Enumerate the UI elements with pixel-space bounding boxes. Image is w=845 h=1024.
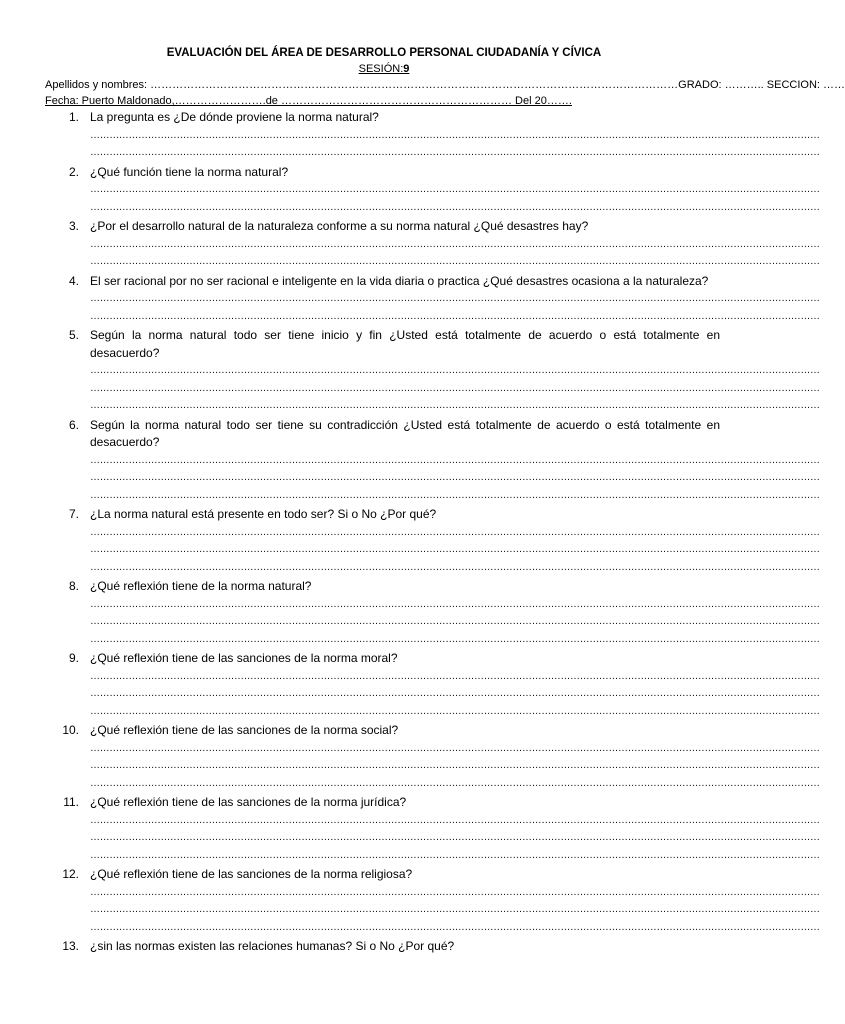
session-number: 9 — [403, 63, 410, 75]
answer-line[interactable]: ………………………………………………………………………………………………………………………………………………………………………………………………………… — [90, 616, 820, 627]
answer-line[interactable]: ………………………………………………………………………………………………………………………………………………………………………………………………………… — [90, 489, 820, 501]
question-number: 7. — [68, 507, 79, 521]
answer-line[interactable]: ………………………………………………………………………………………………………………………………………………………………………………………………………… — [90, 454, 820, 466]
question-item — [0, 938, 768, 956]
question-text: Según la norma natural todo ser tiene inicio y fin ¿Usted está totalmente de acuerdo o está totalmente en desacuerdo? — [90, 328, 720, 360]
question-number: 2. — [68, 164, 79, 179]
document-title: EVALUACIÓN DEL ÁREA DE DESARROLLO PERSONAL CIUDADANÍA Y CÍVICA — [166, 47, 602, 59]
question-row — [0, 794, 768, 812]
question-row — [0, 938, 768, 956]
question-text: ¿Qué función tiene la norma natural? — [90, 164, 289, 179]
answer-line[interactable]: ………………………………………………………………………………………………………………………………………………………………………………………………………… — [90, 238, 820, 250]
answer-line[interactable]: ………………………………………………………………………………………………………………………………………………………………………………………………………… — [90, 201, 820, 213]
question-text: La pregunta es ¿De dónde proviene la norma natural? — [90, 110, 379, 124]
question-number: 11. — [63, 795, 79, 809]
question-item — [0, 794, 820, 864]
question-item — [0, 722, 820, 792]
question-row — [0, 866, 768, 884]
answer-line[interactable]: ………………………………………………………………………………………………………………………………………………………………………………………………………… — [90, 633, 820, 645]
question-item — [0, 650, 820, 720]
answer-line[interactable]: ………………………………………………………………………………………………………………………………………………………………………………………………………… — [90, 670, 820, 682]
answer-line[interactable]: ………………………………………………………………………………………………………………………………………………………………………………………………………… — [90, 544, 820, 555]
question-text: ¿Qué reflexión tiene de las sanciones de la norma religiosa? — [90, 867, 413, 881]
question-row — [0, 109, 768, 127]
question-text: El ser racional por no ser racional e inteligente en la vida diaria o practica ¿Qué desastres ocasiona a la naturaleza? — [90, 273, 709, 288]
answer-line[interactable]: ………………………………………………………………………………………………………………………………………………………………………………………………………… — [90, 365, 820, 376]
question-item — [0, 164, 820, 217]
question-item — [0, 273, 820, 326]
answer-line[interactable]: ………………………………………………………………………………………………………………………………………………………………………………………………………… — [90, 814, 820, 826]
question-number: 6. — [68, 417, 79, 432]
question-row — [0, 273, 768, 291]
question-number: 4. — [68, 273, 79, 288]
question-row — [0, 506, 768, 524]
question-text: ¿Qué reflexión tiene de las sanciones de la norma moral? — [90, 651, 398, 665]
question-row — [0, 650, 768, 668]
question-number: 8. — [68, 579, 79, 593]
question-item — [0, 218, 820, 271]
answer-line[interactable]: ………………………………………………………………………………………………………………………………………………………………………………………………………… — [90, 256, 820, 267]
question-number: 9. — [68, 651, 79, 665]
question-number: 5. — [68, 328, 79, 342]
answer-line[interactable]: ………………………………………………………………………………………………………………………………………………………………………………………………………… — [90, 742, 820, 754]
answer-line[interactable]: ………………………………………………………………………………………………………………………………………………………………………………………………………… — [90, 849, 820, 861]
answer-line[interactable]: ………………………………………………………………………………………………………………………………………………………………………………………………………… — [90, 777, 820, 789]
answer-line[interactable]: ………………………………………………………………………………………………………………………………………………………………………………………………………… — [90, 904, 820, 915]
answer-line[interactable]: ………………………………………………………………………………………………………………………………………………………………………………………………………… — [90, 921, 820, 933]
question-row — [0, 578, 768, 596]
question-item — [0, 327, 820, 415]
answer-line[interactable]: ………………………………………………………………………………………………………………………………………………………………………………………………………… — [90, 310, 820, 322]
question-text: ¿Qué reflexión tiene de las sanciones de la norma social? — [90, 723, 399, 737]
question-item — [0, 866, 820, 936]
date-line: Fecha: Puerto Maldonado,…………………….de ……………………………………………………… Del 20……. — [45, 95, 572, 107]
question-text: ¿Por el desarrollo natural de la naturaleza conforme a su norma natural ¿Qué desastres hay? — [90, 219, 589, 233]
question-text: ¿Qué reflexión tiene de la norma natural? — [90, 579, 312, 593]
question-item — [0, 578, 820, 648]
question-row — [0, 722, 768, 740]
question-number: 12. — [62, 867, 79, 881]
answer-line[interactable]: ………………………………………………………………………………………………………………………………………………………………………………………………………… — [90, 705, 820, 717]
question-row — [0, 327, 768, 362]
answer-line[interactable]: ………………………………………………………………………………………………………………………………………………………………………………………………………… — [90, 472, 820, 483]
question-text: Según la norma natural todo ser tiene su contradicción ¿Usted está totalmente de acuerdo o está totalmente en desacuerdo? — [90, 417, 720, 449]
question-number: 10. — [62, 723, 79, 737]
question-item — [0, 506, 820, 576]
answer-line[interactable]: ………………………………………………………………………………………………………………………………………………………………………………………………………… — [90, 832, 820, 843]
answer-line[interactable]: ………………………………………………………………………………………………………………………………………………………………………………………………………… — [90, 598, 820, 610]
question-text: ¿sin las normas existen las relaciones humanas? Si o No ¿Por qué? — [90, 939, 455, 953]
question-text: ¿La norma natural está presente en todo ser? Si o No ¿Por qué? — [90, 507, 437, 521]
question-number: 1. — [68, 110, 79, 124]
student-name-line: Apellidos y nombres: ………………………………………………………………………………………………………………………………GRADO: ……….. SECCION: …… — [45, 79, 845, 91]
question-number: 13. — [62, 939, 79, 953]
answer-line[interactable]: ………………………………………………………………………………………………………………………………………………………………………………………………………… — [90, 184, 820, 195]
answer-line[interactable]: ………………………………………………………………………………………………………………………………………………………………………………………………………… — [90, 147, 820, 158]
answer-line[interactable]: ………………………………………………………………………………………………………………………………………………………………………………………………………… — [90, 561, 820, 573]
question-number: 3. — [68, 219, 79, 233]
question-row — [0, 218, 768, 236]
question-item — [0, 417, 820, 505]
answer-line[interactable]: ………………………………………………………………………………………………………………………………………………………………………………………………………… — [90, 129, 820, 141]
answer-line[interactable]: ………………………………………………………………………………………………………………………………………………………………………………………………………… — [90, 526, 820, 538]
question-list — [0, 109, 820, 958]
answer-line[interactable]: ………………………………………………………………………………………………………………………………………………………………………………………………………… — [90, 760, 820, 771]
session-line — [0, 63, 768, 75]
session-label: SESIÓN: — [358, 63, 404, 75]
answer-line[interactable]: ………………………………………………………………………………………………………………………………………………………………………………………………………… — [90, 886, 820, 898]
question-item — [0, 109, 820, 162]
answer-line[interactable]: ………………………………………………………………………………………………………………………………………………………………………………………………………… — [90, 382, 820, 394]
question-text: ¿Qué reflexión tiene de las sanciones de la norma jurídica? — [90, 795, 407, 809]
answer-line[interactable]: ………………………………………………………………………………………………………………………………………………………………………………………………………… — [90, 293, 820, 304]
answer-line[interactable]: ………………………………………………………………………………………………………………………………………………………………………………………………………… — [90, 400, 820, 411]
question-row — [0, 164, 768, 182]
question-row — [0, 417, 768, 452]
answer-line[interactable]: ………………………………………………………………………………………………………………………………………………………………………………………………………… — [90, 688, 820, 699]
